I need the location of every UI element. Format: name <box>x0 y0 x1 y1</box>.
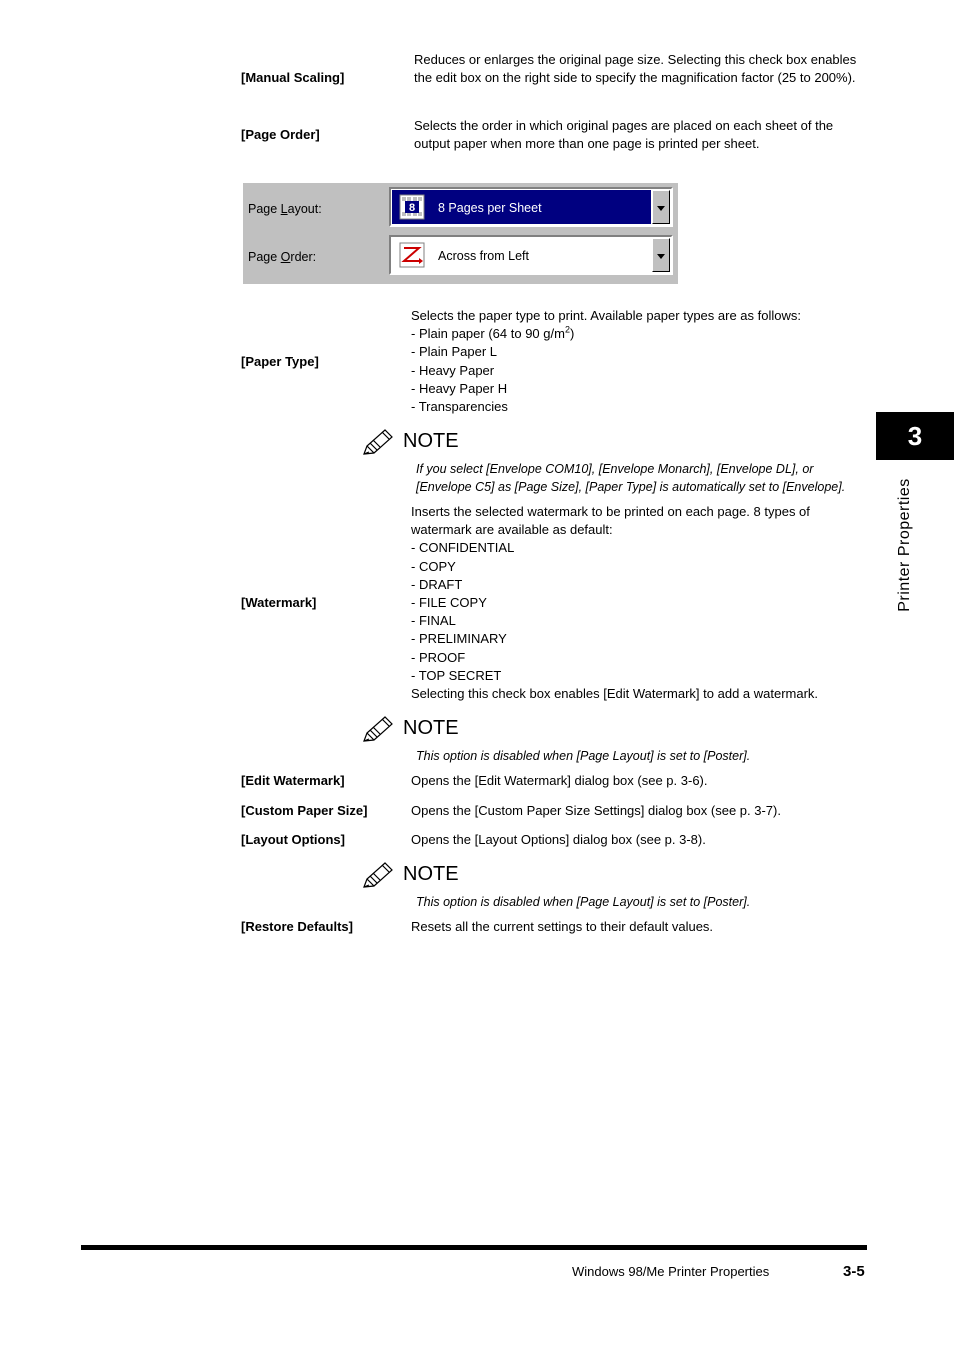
list-item: - COPY <box>411 558 866 576</box>
footer-rule <box>81 1245 867 1250</box>
term-page-order: [Page Order] <box>241 127 320 142</box>
term-restore-defaults: [Restore Defaults] <box>241 919 353 934</box>
page-order-icon <box>397 241 427 269</box>
paper-type-intro: Selects the paper type to print. Available paper types are as follows: <box>411 308 801 323</box>
desc-restore-defaults: Resets all the current settings to their default values. <box>411 919 714 934</box>
pencil-icon <box>361 861 395 891</box>
term-paper-type: [Paper Type] <box>241 354 319 369</box>
list-item: - PRELIMINARY <box>411 630 866 648</box>
term-watermark: [Watermark] <box>241 595 317 610</box>
list-item: - FILE COPY <box>411 594 866 612</box>
watermark-list <box>411 539 866 685</box>
term-custom-paper-size: [Custom Paper Size] <box>241 803 368 818</box>
note-text: If you select [Envelope COM10], [Envelope Monarch], [Envelope DL], or [Envelope C5] as [Page Size], [Paper Type] is automatically set to [Envelope]. <box>416 462 846 495</box>
desc-watermark: Inserts the selected watermark to be printed on each page. 8 types of watermark are available as default: - CONFIDENTIAL - COPY - DRAFT - FILE COPY - FINAL - PRELIMINARY - PROOF - TOP SECRET Selecting this check box enables [Edit Watermark] to add a watermark. <box>411 503 866 703</box>
list-item: - Transparencies <box>411 398 861 416</box>
page-layout-select[interactable] <box>389 187 673 227</box>
footer-title: Windows 98/Me Printer Properties <box>572 1264 770 1279</box>
list-item: - Plain paper (64 to 90 $g/m^2$) <box>411 325 861 343</box>
page-layout-value: 8 Pages per Sheet <box>438 201 542 215</box>
desc-custom-paper-size: Opens the [Custom Paper Size Settings] dialog box (see p. 3-7). <box>411 803 781 818</box>
list-item: - Plain Paper L <box>411 343 861 361</box>
paper-type-list <box>411 325 861 416</box>
page-layout-dialog <box>243 183 678 284</box>
pages-per-sheet-icon <box>397 193 427 221</box>
pencil-icon <box>361 428 395 458</box>
desc-paper-type <box>411 307 861 416</box>
page-number: 3-5 <box>843 1263 865 1280</box>
note-text: This option is disabled when [Page Layout] is set to [Poster]. <box>416 749 751 763</box>
list-item: - FINAL <box>411 612 866 630</box>
svg-text:8: 8 <box>408 202 416 214</box>
desc-edit-watermark: Opens the [Edit Watermark] dialog box (see p. 3-6). <box>411 773 708 788</box>
list-item: - Heavy Paper H <box>411 380 861 398</box>
list-item: - Heavy Paper <box>411 362 861 380</box>
term-manual-scaling: [Manual Scaling] <box>241 70 345 85</box>
chapter-side-label: Printer Properties <box>896 478 913 612</box>
list-item: - DRAFT <box>411 576 866 594</box>
list-item: - PROOF <box>411 649 866 667</box>
page-order-label: Page Order: <box>248 250 317 264</box>
desc-manual-scaling: Reduces or enlarges the original page size. Selecting this check box enables the edit box on the right side to specify the magnification factor (25 to 200%). <box>414 52 857 86</box>
page-order-value: Across from Left <box>438 249 529 263</box>
chapter-tab: 3 <box>876 412 954 460</box>
term-layout-options: [Layout Options] <box>241 832 345 847</box>
page-order-dropdown-button[interactable] <box>652 238 670 272</box>
pencil-icon <box>361 715 395 745</box>
desc-page-order: Selects the order in which original pages are placed on each sheet of the output paper when more than one page is printed per sheet. <box>414 118 834 152</box>
desc-layout-options: Opens the [Layout Options] dialog box (see p. 3-8). <box>411 832 706 847</box>
term-edit-watermark: [Edit Watermark] <box>241 773 345 788</box>
page-layout-label: Page Layout: <box>248 202 322 216</box>
page-layout-dropdown-button[interactable] <box>652 190 670 224</box>
list-item: - TOP SECRET <box>411 667 866 685</box>
note-text: This option is disabled when [Page Layout] is set to [Poster]. <box>416 895 751 909</box>
page-order-select[interactable] <box>389 235 673 275</box>
list-item: - CONFIDENTIAL <box>411 539 866 557</box>
